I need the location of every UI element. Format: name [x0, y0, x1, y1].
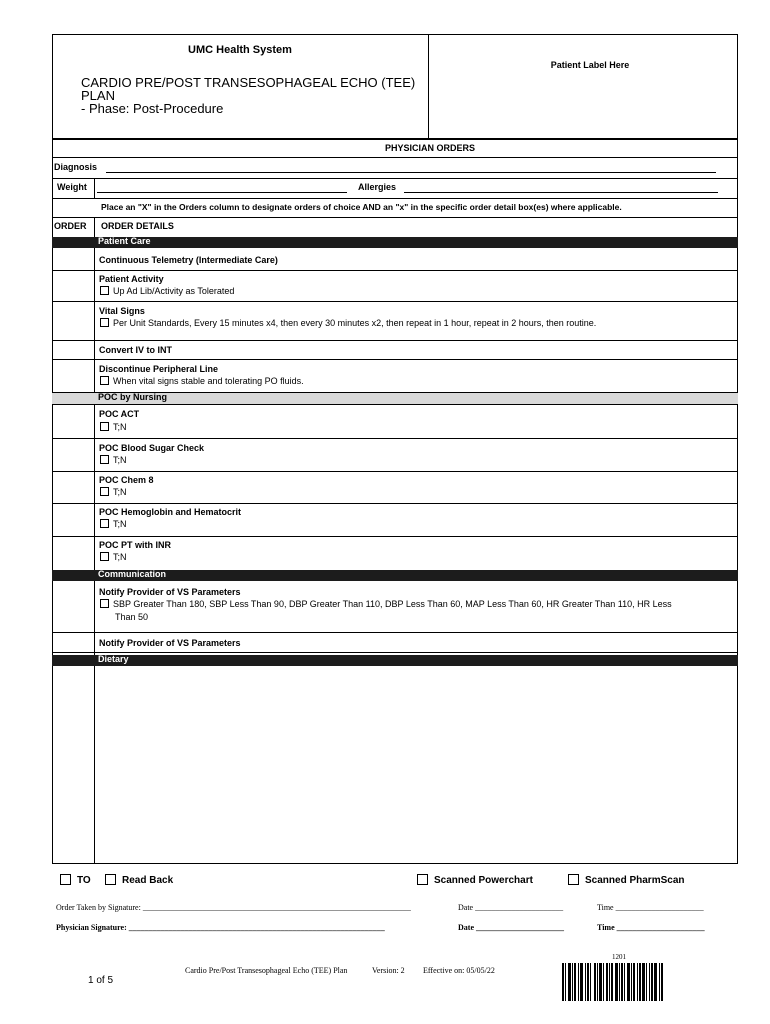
checkbox-icon[interactable] — [100, 599, 109, 608]
scanned-powerchart-checkbox[interactable]: Scanned Powerchart — [417, 874, 533, 886]
checkbox-icon[interactable] — [100, 455, 109, 464]
order-poc-sugar-option[interactable]: T;N — [100, 455, 127, 465]
order-poc-hgb-title: POC Hemoglobin and Hematocrit — [99, 507, 242, 517]
order-poc-act-title: POC ACT — [99, 409, 140, 419]
read-back-checkbox[interactable]: Read Back — [105, 874, 173, 886]
page-number: 1 of 5 — [88, 975, 114, 986]
order-column-divider — [94, 217, 95, 864]
physician-signature[interactable]: Physician Signature: ________________________________________________________________ — [56, 923, 385, 932]
checkbox-icon[interactable] — [100, 422, 109, 431]
order-taken-signature[interactable]: Order Taken by Signature: ___________________________________________________________________ — [56, 903, 411, 912]
checkbox-icon[interactable] — [100, 487, 109, 496]
diagnosis-field[interactable] — [106, 172, 716, 173]
checkbox-icon[interactable] — [60, 874, 71, 885]
checkbox-icon[interactable] — [417, 874, 428, 885]
section-poc-nursing: POC by Nursing — [52, 392, 738, 405]
allergies-field[interactable] — [404, 192, 718, 193]
date-field-1[interactable]: Date ______________________ — [458, 903, 564, 912]
order-notify1-title: Notify Provider of VS Parameters — [99, 587, 241, 597]
order-poc-act-option[interactable]: T;N — [100, 422, 127, 432]
header-divider — [428, 34, 429, 139]
order-notify2-title: Notify Provider of VS Parameters — [99, 638, 241, 648]
patient-label: Patient Label Here — [550, 60, 630, 70]
effective-date: Effective on: 05/05/22 — [423, 966, 495, 975]
section-communication: Communication — [52, 570, 738, 581]
checkbox-icon[interactable] — [100, 286, 109, 295]
to-checkbox[interactable]: TO — [60, 874, 91, 886]
checkbox-icon[interactable] — [100, 519, 109, 528]
checkbox-icon[interactable] — [100, 376, 109, 385]
barcode-number: 1201 — [612, 953, 626, 961]
physician-orders-title: PHYSICIAN ORDERS — [384, 143, 475, 153]
org-name: UMC Health System — [188, 44, 292, 56]
scanned-pharmscan-checkbox[interactable]: Scanned PharmScan — [568, 874, 684, 886]
order-activity-option[interactable]: Up Ad Lib/Activity as Tolerated — [100, 286, 234, 296]
instructions: Place an "X" in the Orders column to designate orders of choice AND an "x" in the specific order detail box(es) where applicable. — [101, 202, 622, 212]
time-field-1[interactable]: Time ______________________ — [597, 903, 704, 912]
section-dietary: Dietary — [52, 655, 738, 666]
checkbox-icon[interactable] — [568, 874, 579, 885]
checkbox-icon[interactable] — [100, 552, 109, 561]
checkbox-icon[interactable] — [105, 874, 116, 885]
col-details-header: ORDER DETAILS — [101, 221, 174, 231]
order-poc-chem-option[interactable]: T;N — [100, 487, 127, 497]
allergies-label: Allergies — [358, 182, 397, 192]
diagnosis-label: Diagnosis — [54, 162, 98, 172]
time-field-2[interactable]: Time ______________________ — [597, 923, 705, 932]
document-name: Cardio Pre/Post Transesophageal Echo (TEE) Plan — [185, 966, 348, 975]
document-version: Version: 2 — [372, 966, 405, 975]
order-telemetry-title: Continuous Telemetry (Intermediate Care) — [99, 255, 278, 265]
order-poc-sugar-title: POC Blood Sugar Check — [99, 443, 205, 453]
checkbox-icon[interactable] — [100, 318, 109, 327]
order-convert-iv-title: Convert IV to INT — [99, 345, 173, 355]
date-field-2[interactable]: Date ______________________ — [458, 923, 564, 932]
order-discontinue-title: Discontinue Peripheral Line — [99, 364, 219, 374]
order-vitals-title: Vital Signs — [99, 306, 145, 316]
barcode — [562, 963, 696, 1001]
order-notify1-option[interactable]: SBP Greater Than 180, SBP Less Than 90, DBP Greater Than 110, DBP Less Than 60, MAP Less Than 60, HR Greater Than 110, HR Less — [100, 599, 740, 609]
order-activity-title: Patient Activity — [99, 274, 164, 284]
order-vitals-option[interactable]: Per Unit Standards, Every 15 minutes x4, then every 30 minutes x2, then repeat in 1 hour, repeat in 2 hours, then routine. — [100, 318, 596, 328]
plan-title-line2: PLAN — [81, 88, 115, 103]
order-poc-pt-title: POC PT with INR — [99, 540, 171, 550]
plan-phase: - Phase: Post-Procedure — [81, 101, 224, 116]
order-notify1-detail-cont: Than 50 — [115, 612, 149, 622]
order-discontinue-option[interactable]: When vital signs stable and tolerating PO fluids. — [100, 376, 304, 386]
plan-title-line1: CARDIO PRE/POST TRANSESOPHAGEAL ECHO (TEE) — [81, 75, 416, 90]
order-poc-chem-title: POC Chem 8 — [99, 475, 154, 485]
col-order-header: ORDER — [54, 221, 87, 231]
section-patient-care: Patient Care — [52, 237, 738, 248]
weight-field[interactable] — [97, 192, 347, 193]
weight-label: Weight — [57, 182, 87, 192]
order-poc-hgb-option[interactable]: T;N — [100, 519, 127, 529]
order-poc-pt-option[interactable]: T;N — [100, 552, 127, 562]
